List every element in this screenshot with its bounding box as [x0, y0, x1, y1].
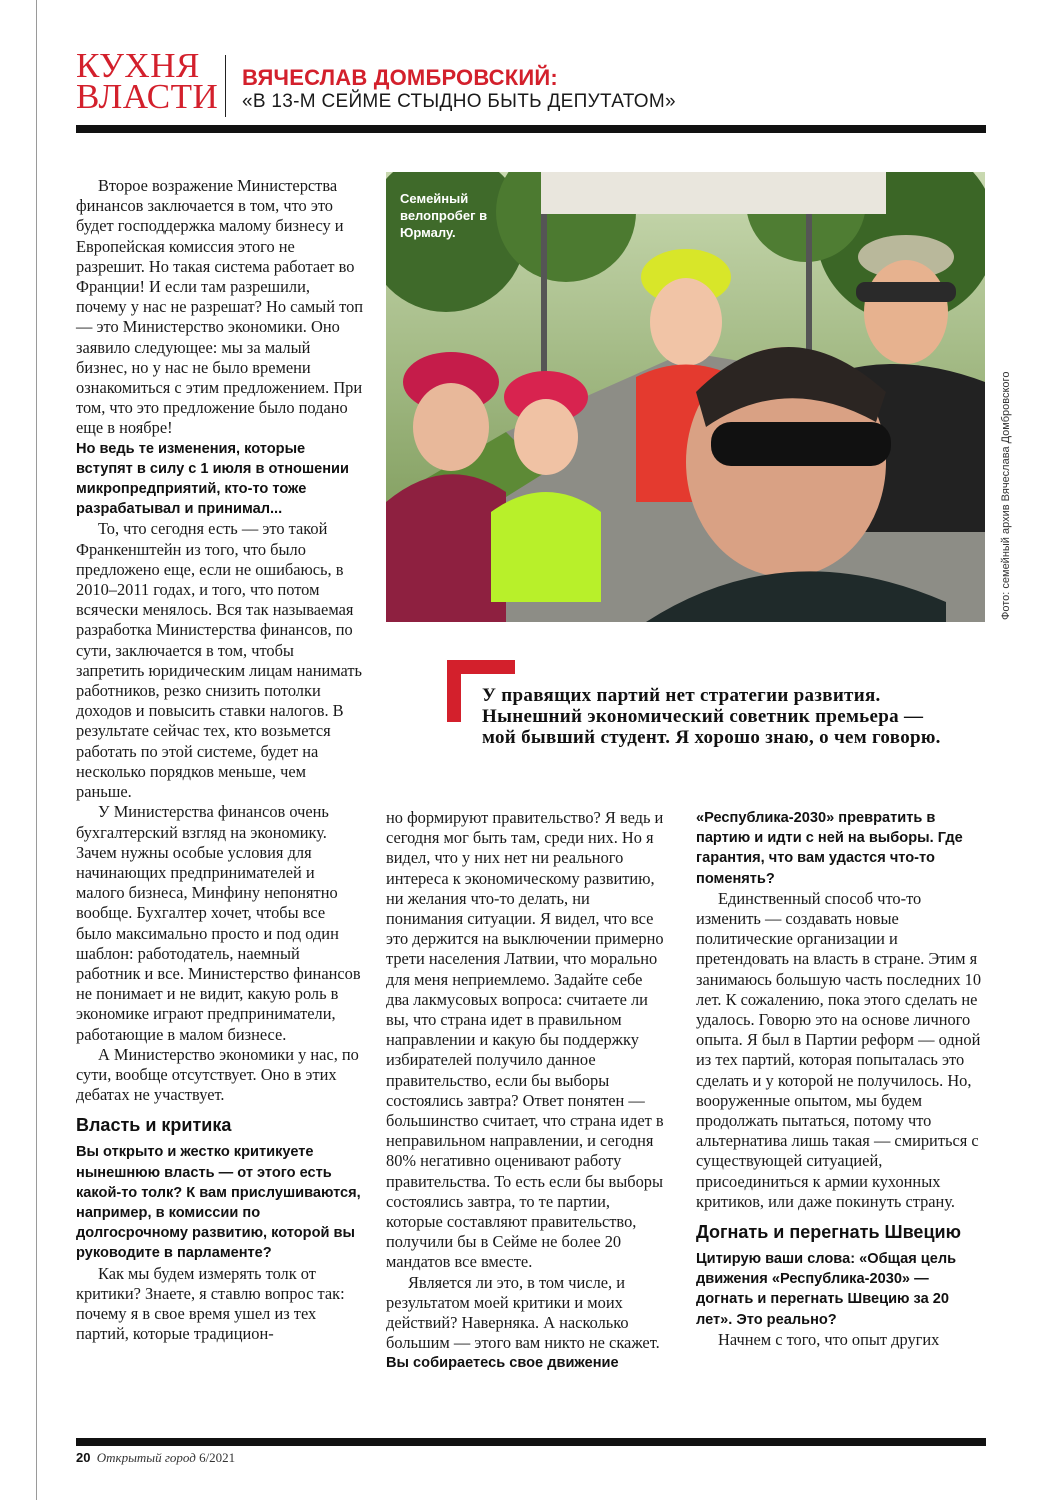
paragraph: У Министерства финансов очень бухгалтерский взгляд на экономику. Зачем нужны особые условия для начинающих предпринимателей и малого бизнеса, Минфину непонятно вообще. Бухгалтер хочет, чтобы все было максимально просто и под один шаблон: работодатель, наемный работник и все. Министерство финансов не понимает и не видит, какую роль в экономике играют предприниматели, работающие в малом бизнесе.: [76, 802, 361, 1044]
paragraph: Начнем с того, что опыт других: [718, 1329, 940, 1349]
section-subheading: Догнать и перегнать Швецию: [696, 1222, 961, 1243]
footer-rule: [76, 1438, 986, 1446]
header-rule: [76, 125, 986, 133]
page-number: 20: [76, 1450, 91, 1465]
issue-number: 6/2021: [199, 1450, 236, 1465]
paragraph: То, что сегодня есть — это такой Франкенштейн из того, что было предложено еще, если не ошибаюсь, в 2010–2011 годах, и того, что потом всячески менялось. Вся так называемая разработка Министерства финансов, по сути, заключается в том, чтобы запретить юридическим лицам нанимать работников, резко снизить потолки доходов и повысить ставки налогов. В результате сейчас тех, кто возьмется работать по этой системе, будет на несколько порядков меньше, чем раньше.: [76, 519, 362, 802]
interview-question: Цитирую ваши слова: «Общая цель движения «Республика-2030» — догнать и перегнать Швецию за 20 лет». Это реально?: [696, 1251, 957, 1328]
paragraph: но формируют правительство? Я ведь и сегодня мог быть там, среди них. Но я видел, что у них нет ни реального интереса к экономическому развитию, ни желания что-то делать, ни понимания ситуации. Я видел, что все это держится на выключении примерно трети населения Латвии, что морально для меня неприемлемо. Задайте себе два лакмусовых вопроса: считаете ли вы, что страна идет в правильном направлении и какую бы поддержку избирателей получило данное правительство, если бы выборы состоялись завтра? Ответ понятен — большинство считает, что страна идет в неправильном направлении, и сегодня 80% негативно оценивают работу правительства. То есть если бы выборы состоялись завтра, то те партии, которые составляют правительство, получили бы в Сейме не более 20 мандатов все вместе.: [386, 808, 664, 1272]
paragraph: А Министерство экономики у нас, по сути, вообще отсутствует. Оно в этих дебатах не участвует.: [76, 1044, 359, 1105]
rubric-title: [76, 46, 226, 116]
magazine-name: Открытый город: [96, 1450, 196, 1465]
paragraph: Является ли это, в том числе, и результатом моей критики и моих действий? Наверняка. А насколько большим — этого вам никто не скажет.: [386, 1272, 660, 1353]
interview-question: «Республика-2030» превратить в партию и идти с ней на выборы. Где гарантия, что вам удастся что-то поменять?: [696, 810, 963, 887]
rubric-line: КУХНЯ: [76, 46, 200, 85]
pull-quote: У правящих партий нет стратегии развития. Нынешний экономический советник премьера — мой бывший студент. Я хорошо знаю, о чем говорю.: [482, 685, 941, 748]
text-column-1: [76, 176, 364, 1344]
interview-question: Вы открыто и жестко критикуете нынешнюю власть — от этого есть какой-то толк? К вам прислушиваются, например, в комиссии по долгосрочному развитию, которой вы руководите в парламенте?: [76, 1144, 361, 1262]
page-edge-line: [36, 0, 37, 1500]
section-subheading: Власть и критика: [76, 1115, 232, 1136]
article-speaker-name: ВЯЧЕСЛАВ ДОМБРОВСКИЙ:: [242, 65, 558, 90]
header-separator: [225, 55, 226, 117]
photo-credit: Фото: семейный архив Вячеслава Домбровского: [1000, 371, 1012, 620]
interview-question: Вы собираетесь свое движение: [386, 1355, 619, 1372]
paragraph: Как мы будем измерять толк от критики? Знаете, я ставлю вопрос так: почему я в свое время ушел из тех партий, которые традицион-: [76, 1263, 345, 1344]
photo-caption: Семейный велопробег в Юрмалу.: [400, 191, 488, 240]
article-headline: «В 13-М СЕЙМЕ СТЫДНО БЫТЬ ДЕПУТАТОМ»: [242, 91, 676, 112]
paragraph: Второе возражение Министерства финансов заключается в том, что это будет господдержка малому бизнесу и Европейская комиссия этого не разрешит. Но такая система работает во Франции! И если там разрешили, почему у нас не разрешат? Но самый топ — это Министерство экономики. Оно заявило следующее: мы за малый бизнес, но у нас не было времени ознакомиться с этим предложением. При том, что это предложение было подано еще в ноябре!: [76, 176, 364, 438]
paragraph: Единственный способ что-то изменить — создавать новые политические организации и претендовать на власть в стране. Этим я занимаюсь большую часть последних 10 лет. К сожалению, пока этого сделать не удалось. Говорю это на основе личного опыта. Я был в Партии реформ — одной из тех партий, которая попыталась это сделать и у которой не получилось. Но, вооруженные опытом, мы будем продолжать пытаться, потому что альтернатива лишь такая — смириться с существующей ситуацией, присоединиться к армии кухонных критиков, или даже покинуть страну.: [696, 888, 982, 1211]
text-column-3: [696, 808, 986, 1350]
interview-question: Но ведь те изменения, которые вступят в силу с 1 июля в отношении микропредприятий, кто-то тоже разрабатывал и принимал...: [76, 440, 349, 518]
rubric-line: ВЛАСТИ: [76, 77, 219, 116]
page-footer: [76, 1450, 235, 1466]
text-column-2: [386, 808, 668, 1374]
